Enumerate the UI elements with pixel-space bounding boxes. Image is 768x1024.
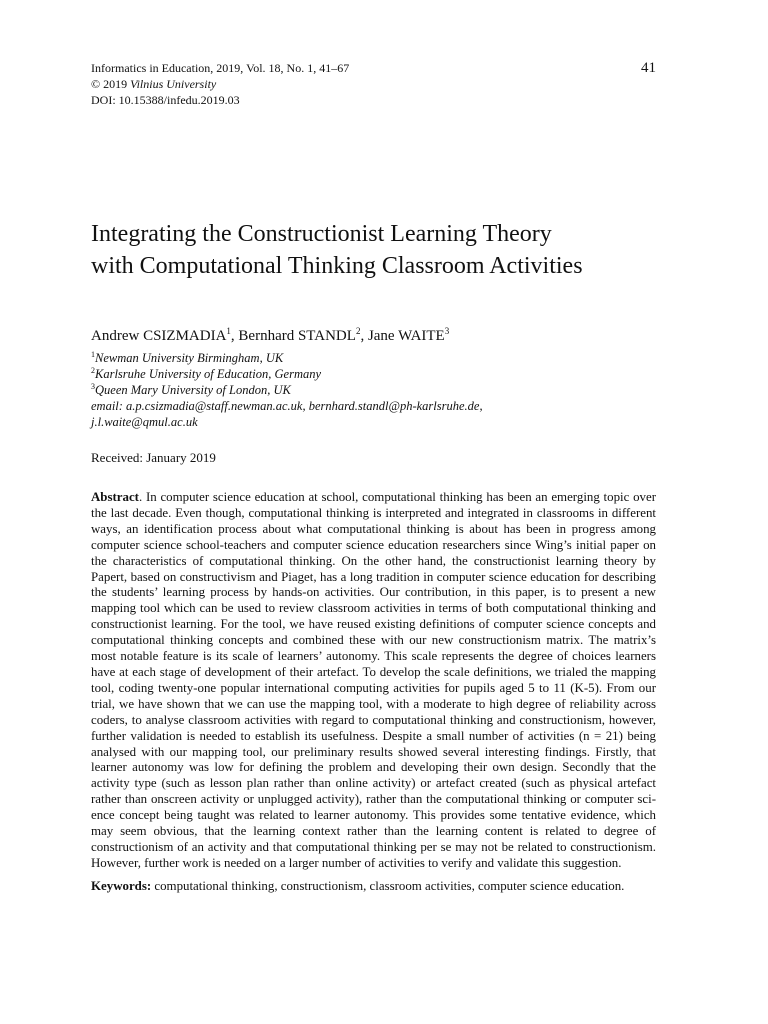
keywords-text: computational thinking, constructionism, classroom activities, computer science education. (151, 878, 625, 893)
author-mark: 2 (355, 326, 361, 336)
affiliation-mark: 1 (91, 349, 95, 359)
affiliation (91, 382, 656, 398)
paper-title (91, 218, 656, 282)
page-number: 41 (641, 60, 656, 76)
paper-page (91, 60, 656, 894)
keywords (91, 878, 656, 894)
abstract-label: Abstract (91, 490, 139, 504)
journal-citation: Informatics in Education, 2019, Vol. 18, No. 1, 41–67 (91, 61, 350, 75)
author-separator: , (360, 328, 368, 344)
affiliation-text: Karlsruhe University of Education, Germany (95, 367, 322, 381)
author-name: Bernhard STANDL (238, 328, 356, 344)
copyright-line (91, 76, 656, 92)
affiliation-mark: 2 (91, 365, 95, 375)
abstract (91, 490, 656, 872)
abstract-text: . In computer science education at school, computational thinking has been an emerging topic over the last decade. Even though, computational thinking is interpreted and integrated in classrooms in different ways, an identification process about what computational thinking is about has been in progress among computer science school-teachers and computer science education researchers since Wing’s initial paper on the characteristics of computational thinking. On the other hand, the constructionist learning theory by Papert, based on constructivism and Piaget, has a long tradition in computer science education for describing the students’ learning process by hands-on activities. Our contribution, in this paper, is to present a new mapping tool which can be used to review classroom activities in terms of both computational thinking and constructionist learning. For the tool, we have reused existing definitions of computer science concepts and computational thinking concepts and combined these with our new constructionism matrix. The matrix’s most notable feature is its scale of learners’ autonomy. This scale represents the degree of choices learners have at each stage of development of their artefact. To develop the scale definitions, we trialed the mapping tool, coding twenty-one popular international computing activities for pupils aged 5 to 11 (K-5). From our trial, we have shown that we can use the mapping tool, with a moderate to high degree of reliability across coders, to analyse classroom activities with regard to computational thinking and constructionism, however, further validation is needed to establish its usefulness. Despite a small number of activities (n = 21) being analysed with our mapping tool, our preliminary results showed several interesting findings. Firstly, that learner autonomy was low for defining the problem and developing their own design. Secondly that the activity type (such as lesson plan rather than online activity) or artefact created (such as physical artefact rather than onscreen activity or unplugged activity), rather than the computational thinking or computer science concept being taught was related to learner autonomy. This provides some tentative evidence, which may seem obvious, that the learning context rather than the learning content is related to degree of constructionism of an activity and that computational thinking per se may not be related to constructionism. However, further work is needed on a larger number of activities to verify and validate this suggestion. (91, 490, 656, 870)
affiliation-list (91, 350, 656, 430)
email-line: email: a.p.csizmadia@staff.newman.ac.uk, bernhard.standl@ph-karlsruhe.de, (91, 399, 483, 413)
affiliation-text: Newman University Birmingham, UK (95, 351, 284, 365)
author-separator: , (230, 328, 239, 344)
title-line-2: with Computational Thinking Classroom Activities (91, 253, 583, 279)
author-name: Andrew CSIZMADIA (91, 328, 227, 344)
copyright-org: Vilnius University (130, 77, 217, 91)
author-mark: 1 (226, 326, 231, 336)
author-name: Jane WAITE (367, 328, 445, 344)
affiliation (91, 350, 656, 366)
keywords-label: Keywords: (91, 878, 152, 893)
received-date: Received: January 2019 (91, 450, 216, 465)
affiliation-mark: 3 (91, 381, 95, 391)
author-list (91, 326, 656, 346)
copyright-prefix: © 2019 (91, 77, 131, 91)
doi: DOI: 10.15388/infedu.2019.03 (91, 93, 240, 107)
email-line: j.l.waite@qmul.ac.uk (91, 415, 198, 429)
affiliation-text: Queen Mary University of London, UK (95, 383, 291, 397)
affiliation (91, 366, 656, 382)
title-line-1: Integrating the Constructionist Learning Theory (91, 221, 552, 247)
journal-header (91, 60, 656, 108)
author-mark: 3 (444, 326, 450, 336)
